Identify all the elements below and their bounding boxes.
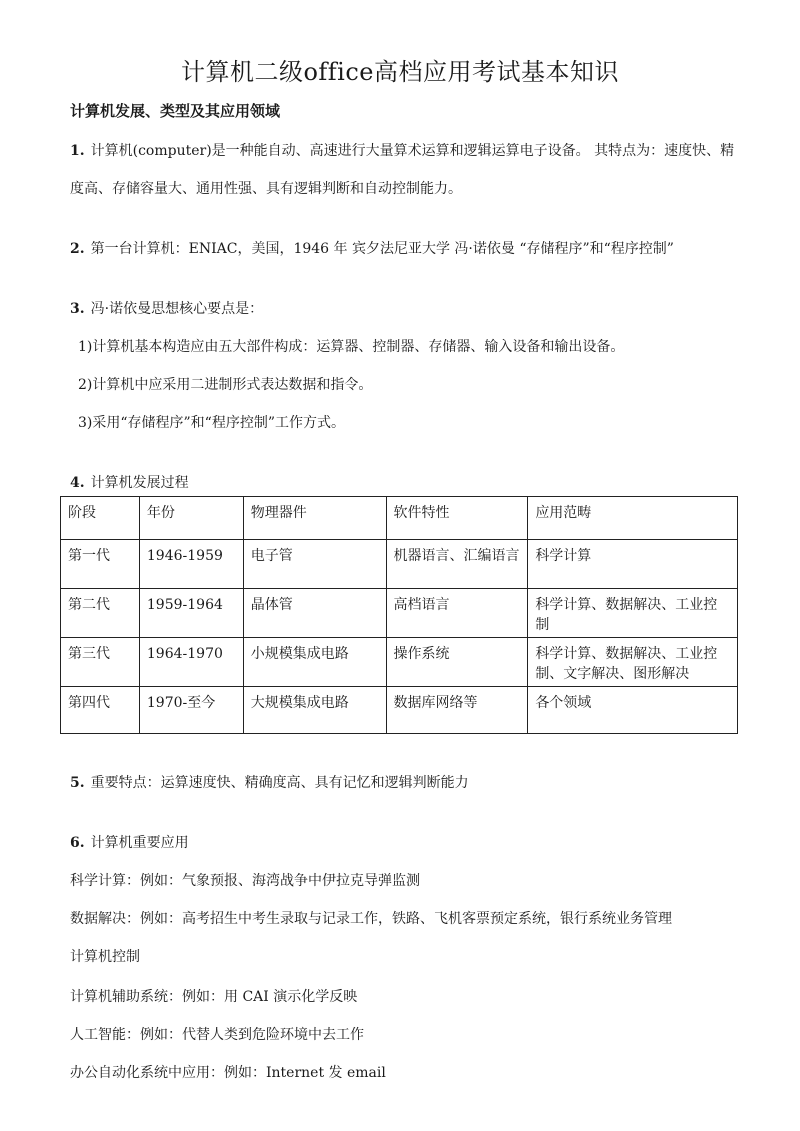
table-cell: 1959-1964 [139, 589, 243, 638]
list-item: 人工智能：例如：代替人类到危险环境中去工作 [70, 1027, 364, 1043]
paragraph-6-text: 计算机重要应用 [90, 835, 189, 851]
table-cell: 小规模集成电路 [243, 638, 386, 687]
paragraph-6 [70, 832, 189, 852]
table-cell: 高档语言 [386, 589, 528, 638]
list-item: 3)采用“存储程序”和“程序控制”工作方式。 [78, 415, 345, 431]
paragraph-6-number: 6. [70, 835, 85, 851]
table-cell: 晶体管 [243, 589, 386, 638]
paragraph-1-number: 1. [70, 143, 85, 159]
paragraph-5-text: 重要特点：运算速度快、精确度高、具有记忆和逻辑判断能力 [90, 775, 469, 791]
paragraph-1-text: 计算机(computer)是一种能自动、高速进行大量算术运算和逻辑运算电子设备。 其特点为：速度快、精 [90, 143, 735, 159]
paragraph-2-text: 第一台计算机：ENIAC，美国，1946 年 宾夕法尼亚大学 冯·诺依曼 “存储程序”和“程序控制” [90, 241, 674, 257]
paragraph-5-number: 5. [70, 775, 85, 791]
page-title: 计算机二级office高档应用考试基本知识 [180, 58, 620, 86]
paragraph-3-number: 3. [70, 301, 85, 317]
table-row [61, 540, 738, 589]
list-item: 计算机辅助系统：例如：用 CAI 演示化学反映 [70, 989, 358, 1005]
paragraph-1-line-2: 度高、存储容量大、通用性强、具有逻辑判断和自动控制能力。 [70, 181, 462, 197]
list-item: 数据解决：例如：高考招生中考生录取与记录工作，铁路、飞机客票预定系统，银行系统业务管理 [70, 911, 672, 927]
list-item: 1)计算机基本构造应由五大部件构成：运算器、控制器、存储器、输入设备和输出设备。 [78, 339, 625, 355]
list-item: 2)计算机中应采用二进制形式表达数据和指令。 [78, 377, 373, 393]
table-cell: 数据库网络等 [386, 687, 528, 734]
table-row [61, 589, 738, 638]
table-row [61, 687, 738, 734]
table-header-cell: 软件特性 [386, 497, 528, 540]
table-cell: 1964-1970 [139, 638, 243, 687]
table-cell: 操作系统 [386, 638, 528, 687]
paragraph-4 [70, 472, 189, 492]
table-cell: 电子管 [243, 540, 386, 589]
table-cell: 第三代 [61, 638, 140, 687]
paragraph-4-text: 计算机发展过程 [90, 475, 189, 491]
table-header-cell: 应用范畴 [528, 497, 738, 540]
table-cell: 机器语言、汇编语言 [386, 540, 528, 589]
table-header-row [61, 497, 738, 540]
table-cell: 科学计算、数据解决、工业控制 [528, 589, 738, 638]
table-row [61, 638, 738, 687]
paragraph-1-line-1 [70, 140, 734, 160]
paragraph-5 [70, 772, 469, 792]
paragraph-2 [70, 238, 674, 258]
table-cell: 大规模集成电路 [243, 687, 386, 734]
section-heading: 计算机发展、类型及其应用领域 [70, 102, 281, 120]
paragraph-2-number: 2. [70, 241, 85, 257]
development-table [60, 496, 738, 734]
paragraph-3 [70, 298, 263, 318]
table-cell: 1946-1959 [139, 540, 243, 589]
table-cell: 第二代 [61, 589, 140, 638]
table-header-cell: 物理器件 [243, 497, 386, 540]
table-cell: 科学计算、数据解决、工业控制、文字解决、图形解决 [528, 638, 738, 687]
table-cell: 各个领域 [528, 687, 738, 734]
table-header-cell: 年份 [139, 497, 243, 540]
table-cell: 第四代 [61, 687, 140, 734]
list-item: 计算机控制 [70, 949, 140, 965]
list-item: 办公自动化系统中应用：例如：Internet 发 email [70, 1065, 386, 1081]
table-header-cell: 阶段 [61, 497, 140, 540]
table-cell: 第一代 [61, 540, 140, 589]
list-item: 科学计算：例如：气象预报、海湾战争中伊拉克导弹监测 [70, 873, 420, 889]
table-cell: 科学计算 [528, 540, 738, 589]
table-cell: 1970-至今 [139, 687, 243, 734]
paragraph-4-number: 4. [70, 475, 85, 491]
paragraph-3-text: 冯·诺依曼思想核心要点是： [90, 301, 264, 317]
